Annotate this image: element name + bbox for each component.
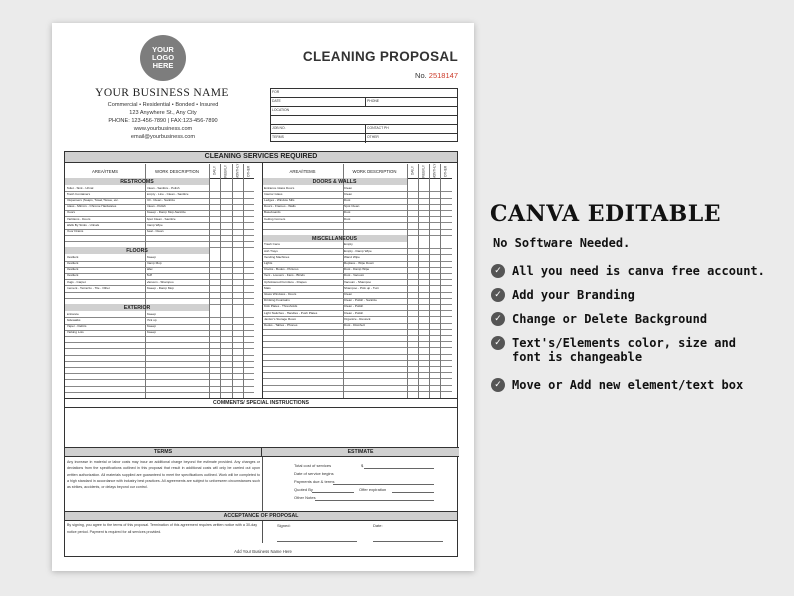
footer-business-name: Add Your Business Name Here [234, 549, 292, 554]
row-divider [263, 391, 452, 392]
work-description: Shampoo - Pick up - Turn [344, 286, 380, 290]
work-description: Dust - Vacuum [344, 274, 365, 278]
area-item: Toilet - Sink - Urinal [66, 186, 94, 190]
work-description: Clean [344, 292, 353, 296]
work-description: Damp Wipe [146, 223, 163, 227]
services-form [64, 151, 458, 557]
work-description: Sweep - Damp Mop [146, 286, 174, 290]
feature-item [491, 288, 635, 302]
area-item: Upholstered Furniture - Drapes [264, 280, 307, 284]
feature-item [491, 336, 736, 364]
row-divider [65, 361, 254, 362]
area-item: Vent - Louvers - Fans - Blinds [264, 274, 305, 278]
work-description: Empty - Damp Wipe [344, 249, 372, 253]
column-divider [418, 164, 419, 398]
logo-placeholder [140, 35, 186, 81]
terms-title: TERMS [65, 447, 262, 457]
area-item: Entrance [66, 312, 79, 316]
area-item: Floor Drains [66, 229, 84, 233]
date-label: Date: [373, 523, 383, 528]
estimate-offer-field[interactable] [392, 492, 434, 493]
estimate-quoted-label: Quoted By [294, 487, 313, 492]
area-item: Partitions - Doors [66, 217, 91, 221]
field-location[interactable]: LOCATION [272, 107, 290, 112]
area-item: Paper - Debris [66, 324, 87, 328]
column-header-monthly: MONTHLY [235, 163, 240, 179]
signature-field[interactable] [277, 541, 357, 542]
area-item: Entrance Glass Doors [264, 186, 295, 190]
row-divider [263, 329, 452, 330]
signed-label: Signed: [277, 523, 291, 528]
work-description: Wand Wipe [344, 255, 360, 259]
info-fields-box [270, 88, 458, 142]
feature-text: Change or Delete Background [512, 312, 708, 326]
work-description: Dust - Disinfect [344, 323, 365, 327]
estimate-currency: $ [361, 463, 364, 468]
area-item: Lights [264, 261, 273, 265]
row-divider [65, 367, 254, 368]
feature-text: Add your Branding [512, 288, 635, 302]
row-divider [263, 385, 452, 386]
area-item: Baseboards [264, 211, 281, 215]
proposal-sheet [52, 23, 474, 571]
work-description: Vacuum - Shampoo [146, 280, 174, 284]
area-item: Glass - Mirrors - Chrome Hardwares [66, 205, 117, 209]
terms-text: Any increase in material or labor costs may incur an additional charge beyond the estimate provided. Any changes or deviations from the specifications outlined in this proposal that result in additional costs will only be carried out upon written authorization. All materials supplied are guaranteed to meet the specifications outlined. Work will be completed to a high standard in accordance with industry best practices. All agreements are subject to unforeseen circumstances such as strikes, accidents, or delays beyond our control. [67, 460, 260, 490]
row-divider [263, 222, 452, 223]
work-description: Fill - Clean - Sanitize [146, 198, 176, 202]
row-divider [65, 342, 254, 343]
column-header-work: WORK DESCRIPTION [352, 169, 397, 174]
column-header-daily: DAILY [410, 166, 415, 176]
work-description: Dust [344, 198, 351, 202]
feature-text: All you need is canva free account. [512, 264, 765, 278]
area-item: Glass Windows - Doors [264, 292, 297, 296]
feature-item [491, 312, 707, 326]
column-header-work: WORK DESCRIPTION [155, 169, 199, 174]
work-description: Dust [344, 211, 351, 215]
work-description: Clean - Polish [146, 205, 166, 209]
area-item: Trash Cans [264, 243, 280, 247]
work-description: Spot Clean [344, 205, 360, 209]
work-description: Empty - Line - Clean - Sanitize [146, 192, 189, 196]
row-divider [65, 292, 254, 293]
work-description: Sweep [146, 312, 156, 316]
work-description: Sweep [146, 324, 156, 328]
work-description: Buff [146, 274, 152, 278]
column-divider [429, 164, 430, 398]
row-divider [263, 347, 452, 348]
area-item: Dispensers (Soaps, Towel,Tissue, etc. [66, 198, 119, 202]
section-title-exterior: EXTERIOR [123, 305, 151, 311]
area-item: Drinking Fountains [264, 299, 290, 303]
business-email: email@yourbusiness.com [130, 134, 196, 140]
row-divider [65, 348, 254, 349]
row-divider [65, 373, 254, 374]
work-description: Wax [146, 268, 153, 272]
row-divider [263, 354, 452, 355]
row-divider [263, 366, 452, 367]
field-location-extra[interactable] [271, 116, 273, 124]
column-header-weekly: WEEKLY [223, 164, 228, 178]
work-description: Clean [344, 192, 353, 196]
field-date[interactable]: DATE [272, 98, 281, 103]
column-divider [407, 164, 408, 398]
area-item: Floors [66, 211, 76, 215]
work-description: Clean - Polish [344, 311, 364, 315]
area-item: Janitor's Storage Room [264, 317, 297, 321]
document-title: CLEANING PROPOSAL [302, 49, 458, 64]
estimate-title: ESTIMATE [262, 447, 459, 457]
business-website: www.yourbusiness.com [133, 126, 193, 132]
feature-text: Move or Add new element/text box [512, 378, 744, 392]
promo-subtitle: No Software Needed. [493, 236, 631, 250]
field-job-no[interactable]: JOB NO. [272, 125, 286, 130]
work-description: Clean - Polish [344, 305, 364, 309]
work-description: Organize - Restock [344, 317, 371, 321]
area-item: Resilient [66, 261, 79, 265]
work-description: Sweep [146, 255, 156, 259]
check-icon: ✓ [491, 312, 505, 326]
estimate-payments-field[interactable] [333, 484, 434, 485]
column-divider [440, 164, 441, 398]
area-item: Mats [264, 286, 271, 290]
field-for[interactable]: FOR [272, 89, 280, 94]
row-divider [65, 386, 254, 387]
column-header-monthly: MONTHLY [432, 163, 437, 179]
column-divider [243, 164, 244, 398]
date-field[interactable] [373, 541, 443, 542]
area-item: Kick Plates - Thresholds [264, 305, 298, 309]
row-divider [65, 355, 254, 356]
area-item: Doors - Frames - Walls [264, 205, 296, 209]
row-divider [65, 336, 254, 337]
section-title-doors-walls: DOORS & WALLS [312, 179, 357, 185]
estimate-payments-label: Payments due & terms [294, 479, 335, 484]
column-divider [209, 164, 210, 398]
section-title-restrooms: RESTROOMS [120, 179, 154, 185]
estimate-other-label: Other Notes [294, 495, 316, 500]
work-description: Dust - Damp Wipe [344, 268, 370, 272]
column-header-area: AREA/ITEMS [289, 169, 316, 174]
work-description: Sweep - Damp Mop-Sanitize [146, 211, 186, 215]
column-header-other: OTHER [443, 165, 448, 177]
center-divider [262, 163, 263, 398]
area-item: Parking Lots [66, 331, 84, 335]
feature-text: Text's/Elements color, size and font is changeable [512, 336, 736, 364]
check-icon: ✓ [491, 378, 505, 392]
area-item: Trash Containers [66, 192, 91, 196]
area-item: Cement - Terrazzo - Tile - Other [66, 286, 110, 290]
work-description: Replace - Wipe Down [344, 261, 374, 265]
row-divider [263, 229, 452, 230]
check-icon: ✓ [491, 264, 505, 278]
area-item: Walls By Sinks - Urinals [66, 223, 100, 227]
row-divider [65, 379, 254, 380]
estimate-offer-label: Offer expiration [359, 487, 387, 492]
promo-title: CANVA EDITABLE [490, 201, 721, 227]
area-item: Resilient [66, 268, 79, 272]
column-header-area: AREA/ITEMS [91, 169, 119, 174]
logo-text: YOUR LOGO HERE [151, 45, 175, 70]
area-item: Light Switches - Handles - Push Plates [264, 311, 318, 315]
area-item: Ceiling Corners [264, 217, 286, 221]
row-divider [65, 241, 254, 242]
comments-area[interactable] [65, 408, 457, 447]
business-phone: PHONE: 123-456-7890 | FAX:123-456-7890 [108, 118, 218, 124]
row-divider [65, 298, 254, 299]
field-terms[interactable]: TERMS [272, 134, 284, 139]
acceptance-title: ACCEPTANCE OF PROPOSAL [65, 511, 457, 521]
column-divider [343, 164, 344, 398]
column-divider [145, 164, 146, 398]
proposal-number-value: 2518147 [428, 71, 458, 80]
area-item: Interior Glass [264, 192, 283, 196]
proposal-number-label: No. [415, 71, 427, 80]
field-other[interactable]: OTHER [365, 134, 459, 143]
work-description: Spot Clean - Sanitize [146, 217, 176, 221]
row-divider [65, 392, 254, 393]
estimate-quoted-field[interactable] [312, 492, 354, 493]
check-icon: ✓ [491, 288, 505, 302]
row-divider [65, 235, 254, 236]
section-title-miscellaneous: MISCELLANEOUS [312, 235, 357, 242]
field-contact[interactable]: CONTACT PH [365, 125, 459, 133]
area-item: Rugs - Carpet [66, 280, 86, 284]
work-description: Damp Mop [146, 261, 162, 265]
work-description: Sweep [146, 331, 156, 335]
row-divider [263, 335, 452, 336]
work-description: Pick up [146, 318, 157, 322]
feature-item [491, 378, 743, 392]
work-description: Clean - Sanitize - Polish [146, 186, 180, 190]
estimate-begins-label: Date of service begins [294, 471, 334, 476]
area-item: Vending Machines [264, 255, 290, 259]
area-item: Ledges - Window Sills [264, 198, 295, 202]
work-description: Seal - Clean [146, 229, 164, 233]
estimate-other-field[interactable] [315, 500, 434, 501]
column-divider [220, 164, 221, 398]
check-icon: ✓ [491, 336, 505, 350]
business-name: YOUR BUSINESS NAME [95, 87, 229, 99]
work-description: Dust [344, 217, 351, 221]
work-description: Clean [344, 186, 353, 190]
business-address: 123 Anywhere St., Any City [129, 110, 197, 116]
row-divider [263, 378, 452, 379]
feature-item [491, 264, 765, 278]
column-header-other: OTHER [246, 165, 251, 177]
area-item: Desks - Tables - Phones [264, 323, 298, 327]
comments-title: COMMENTS/ SPECIAL INSTRUCTIONS [65, 398, 457, 408]
work-description: Empty [344, 243, 353, 247]
row-divider [263, 360, 452, 361]
services-title: CLEANING SERVICES REQUIRED [65, 152, 457, 163]
column-header-weekly: WEEKLY [421, 164, 426, 178]
column-header-daily: DAILY [212, 166, 217, 176]
area-item: Resilient [66, 255, 79, 259]
field-phone[interactable]: PHONE [365, 98, 459, 106]
acceptance-text: By signing, you agree to the terms of this proposal. Termination of this agreement requires written notice with a 30-day notice period. Payment is required for all services provided. [67, 523, 257, 534]
section-title-floors: FLOORS [126, 248, 148, 255]
proposal-number [352, 71, 458, 80]
estimate-total-field[interactable] [364, 468, 434, 469]
row-divider [263, 372, 452, 373]
area-item: Ash Trays [264, 249, 278, 253]
area-item: Clocks - Books - Pictures [264, 268, 299, 272]
work-description: Vacuum - Shampoo [344, 280, 372, 284]
area-item: Sidewalks [66, 318, 81, 322]
area-item: Resilient [66, 274, 79, 278]
business-tagline: Commercial • Residential • Bonded • Insured [107, 102, 219, 108]
column-divider [232, 164, 233, 398]
row-divider [263, 341, 452, 342]
estimate-total-label: Total cost of services [294, 463, 332, 468]
work-description: Clean - Polish - Sanitize [344, 299, 378, 303]
